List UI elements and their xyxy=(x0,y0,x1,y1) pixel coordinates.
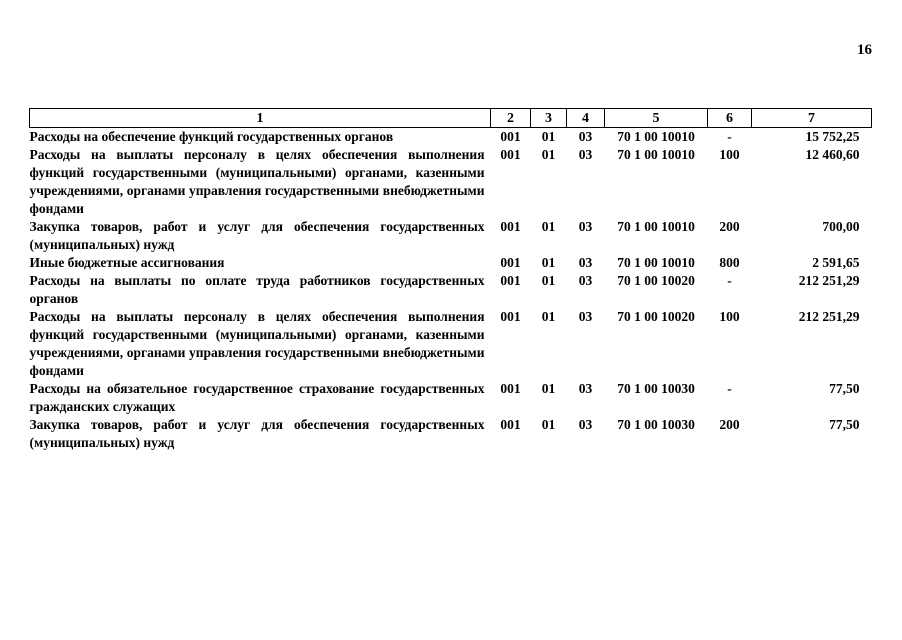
row-amount: 77,50 xyxy=(829,381,860,396)
row-subsection-code: 03 xyxy=(578,273,593,288)
row-ministry-code: 001 xyxy=(500,147,521,162)
row-subsection-code: 03 xyxy=(578,219,593,234)
row-target-article: 70 1 00 10010 xyxy=(617,129,695,144)
row-name: Закупка товаров, работ и услуг для обеспечения государственных (муниципальных) нужд xyxy=(29,219,485,252)
row-target-article: 70 1 00 10010 xyxy=(617,147,695,162)
row-target-article: 70 1 00 10030 xyxy=(617,417,695,432)
row-subsection-code: 03 xyxy=(578,255,593,270)
row-amount: 212 251,29 xyxy=(798,309,860,324)
row-name: Закупка товаров, работ и услуг для обеспечения государственных (муниципальных) нужд xyxy=(29,417,485,450)
row-ministry-code: 001 xyxy=(500,255,521,270)
row-expense-type: 200 xyxy=(719,417,740,432)
row-ministry-code: 001 xyxy=(500,273,521,288)
header-cell: 4 xyxy=(567,109,605,128)
row-amount: 700,00 xyxy=(822,219,860,234)
row-name: Расходы на выплаты персоналу в целях обеспечения выполнения функций государственными (муниципальными) органами, казенными учреждениями, органами управления государственными внебюджетными фондами xyxy=(29,309,485,378)
row-section-code: 01 xyxy=(541,255,556,270)
row-ministry-code: 001 xyxy=(500,381,521,396)
table-row xyxy=(30,218,872,254)
table-row xyxy=(30,272,872,308)
row-name: Расходы на выплаты по оплате труда работников государственных органов xyxy=(29,273,485,306)
row-name: Расходы на обеспечение функций государственных органов xyxy=(29,129,394,144)
row-ministry-code: 001 xyxy=(500,309,521,324)
row-expense-type: 200 xyxy=(719,219,740,234)
row-amount: 12 460,60 xyxy=(805,147,860,162)
table-row xyxy=(30,128,872,147)
row-expense-type: - xyxy=(727,381,732,396)
row-ministry-code: 001 xyxy=(500,129,521,144)
row-section-code: 01 xyxy=(541,381,556,396)
row-section-code: 01 xyxy=(541,129,556,144)
table-row xyxy=(30,254,872,272)
table-row xyxy=(30,416,872,452)
header-cell: 1 xyxy=(30,109,491,128)
header-cell: 5 xyxy=(605,109,708,128)
row-subsection-code: 03 xyxy=(578,147,593,162)
table-row xyxy=(30,308,872,380)
row-name: Иные бюджетные ассигнования xyxy=(29,255,225,270)
header-cell: 2 xyxy=(491,109,531,128)
row-subsection-code: 03 xyxy=(578,417,593,432)
header-row xyxy=(30,109,872,128)
row-subsection-code: 03 xyxy=(578,309,593,324)
page-number: 16 xyxy=(857,42,872,58)
row-section-code: 01 xyxy=(541,309,556,324)
row-section-code: 01 xyxy=(541,147,556,162)
row-expense-type: 100 xyxy=(719,309,740,324)
header-cell: 6 xyxy=(708,109,752,128)
row-subsection-code: 03 xyxy=(578,381,593,396)
row-amount: 77,50 xyxy=(829,417,860,432)
row-section-code: 01 xyxy=(541,417,556,432)
row-name: Расходы на выплаты персоналу в целях обеспечения выполнения функций государственными (муниципальными) органами, казенными учреждениями, органами управления государственными внебюджетными фондами xyxy=(29,147,485,216)
header-cell: 3 xyxy=(531,109,567,128)
row-section-code: 01 xyxy=(541,219,556,234)
row-name: Расходы на обязательное государственное страхование государственных гражданских служащих xyxy=(29,381,485,414)
table-row xyxy=(30,380,872,416)
row-amount: 15 752,25 xyxy=(805,129,860,144)
table-row xyxy=(30,146,872,218)
row-expense-type: 800 xyxy=(719,255,740,270)
row-target-article: 70 1 00 10030 xyxy=(617,381,695,396)
row-ministry-code: 001 xyxy=(500,219,521,234)
row-subsection-code: 03 xyxy=(578,129,593,144)
row-expense-type: - xyxy=(727,273,732,288)
row-section-code: 01 xyxy=(541,273,556,288)
row-target-article: 70 1 00 10010 xyxy=(617,219,695,234)
row-ministry-code: 001 xyxy=(500,417,521,432)
row-expense-type: 100 xyxy=(719,147,740,162)
row-expense-type: - xyxy=(727,129,732,144)
row-amount: 2 591,65 xyxy=(812,255,860,270)
row-amount: 212 251,29 xyxy=(798,273,860,288)
row-target-article: 70 1 00 10020 xyxy=(617,273,695,288)
header-cell: 7 xyxy=(752,109,872,128)
row-target-article: 70 1 00 10020 xyxy=(617,309,695,324)
row-target-article: 70 1 00 10010 xyxy=(617,255,695,270)
budget-table xyxy=(29,108,872,452)
